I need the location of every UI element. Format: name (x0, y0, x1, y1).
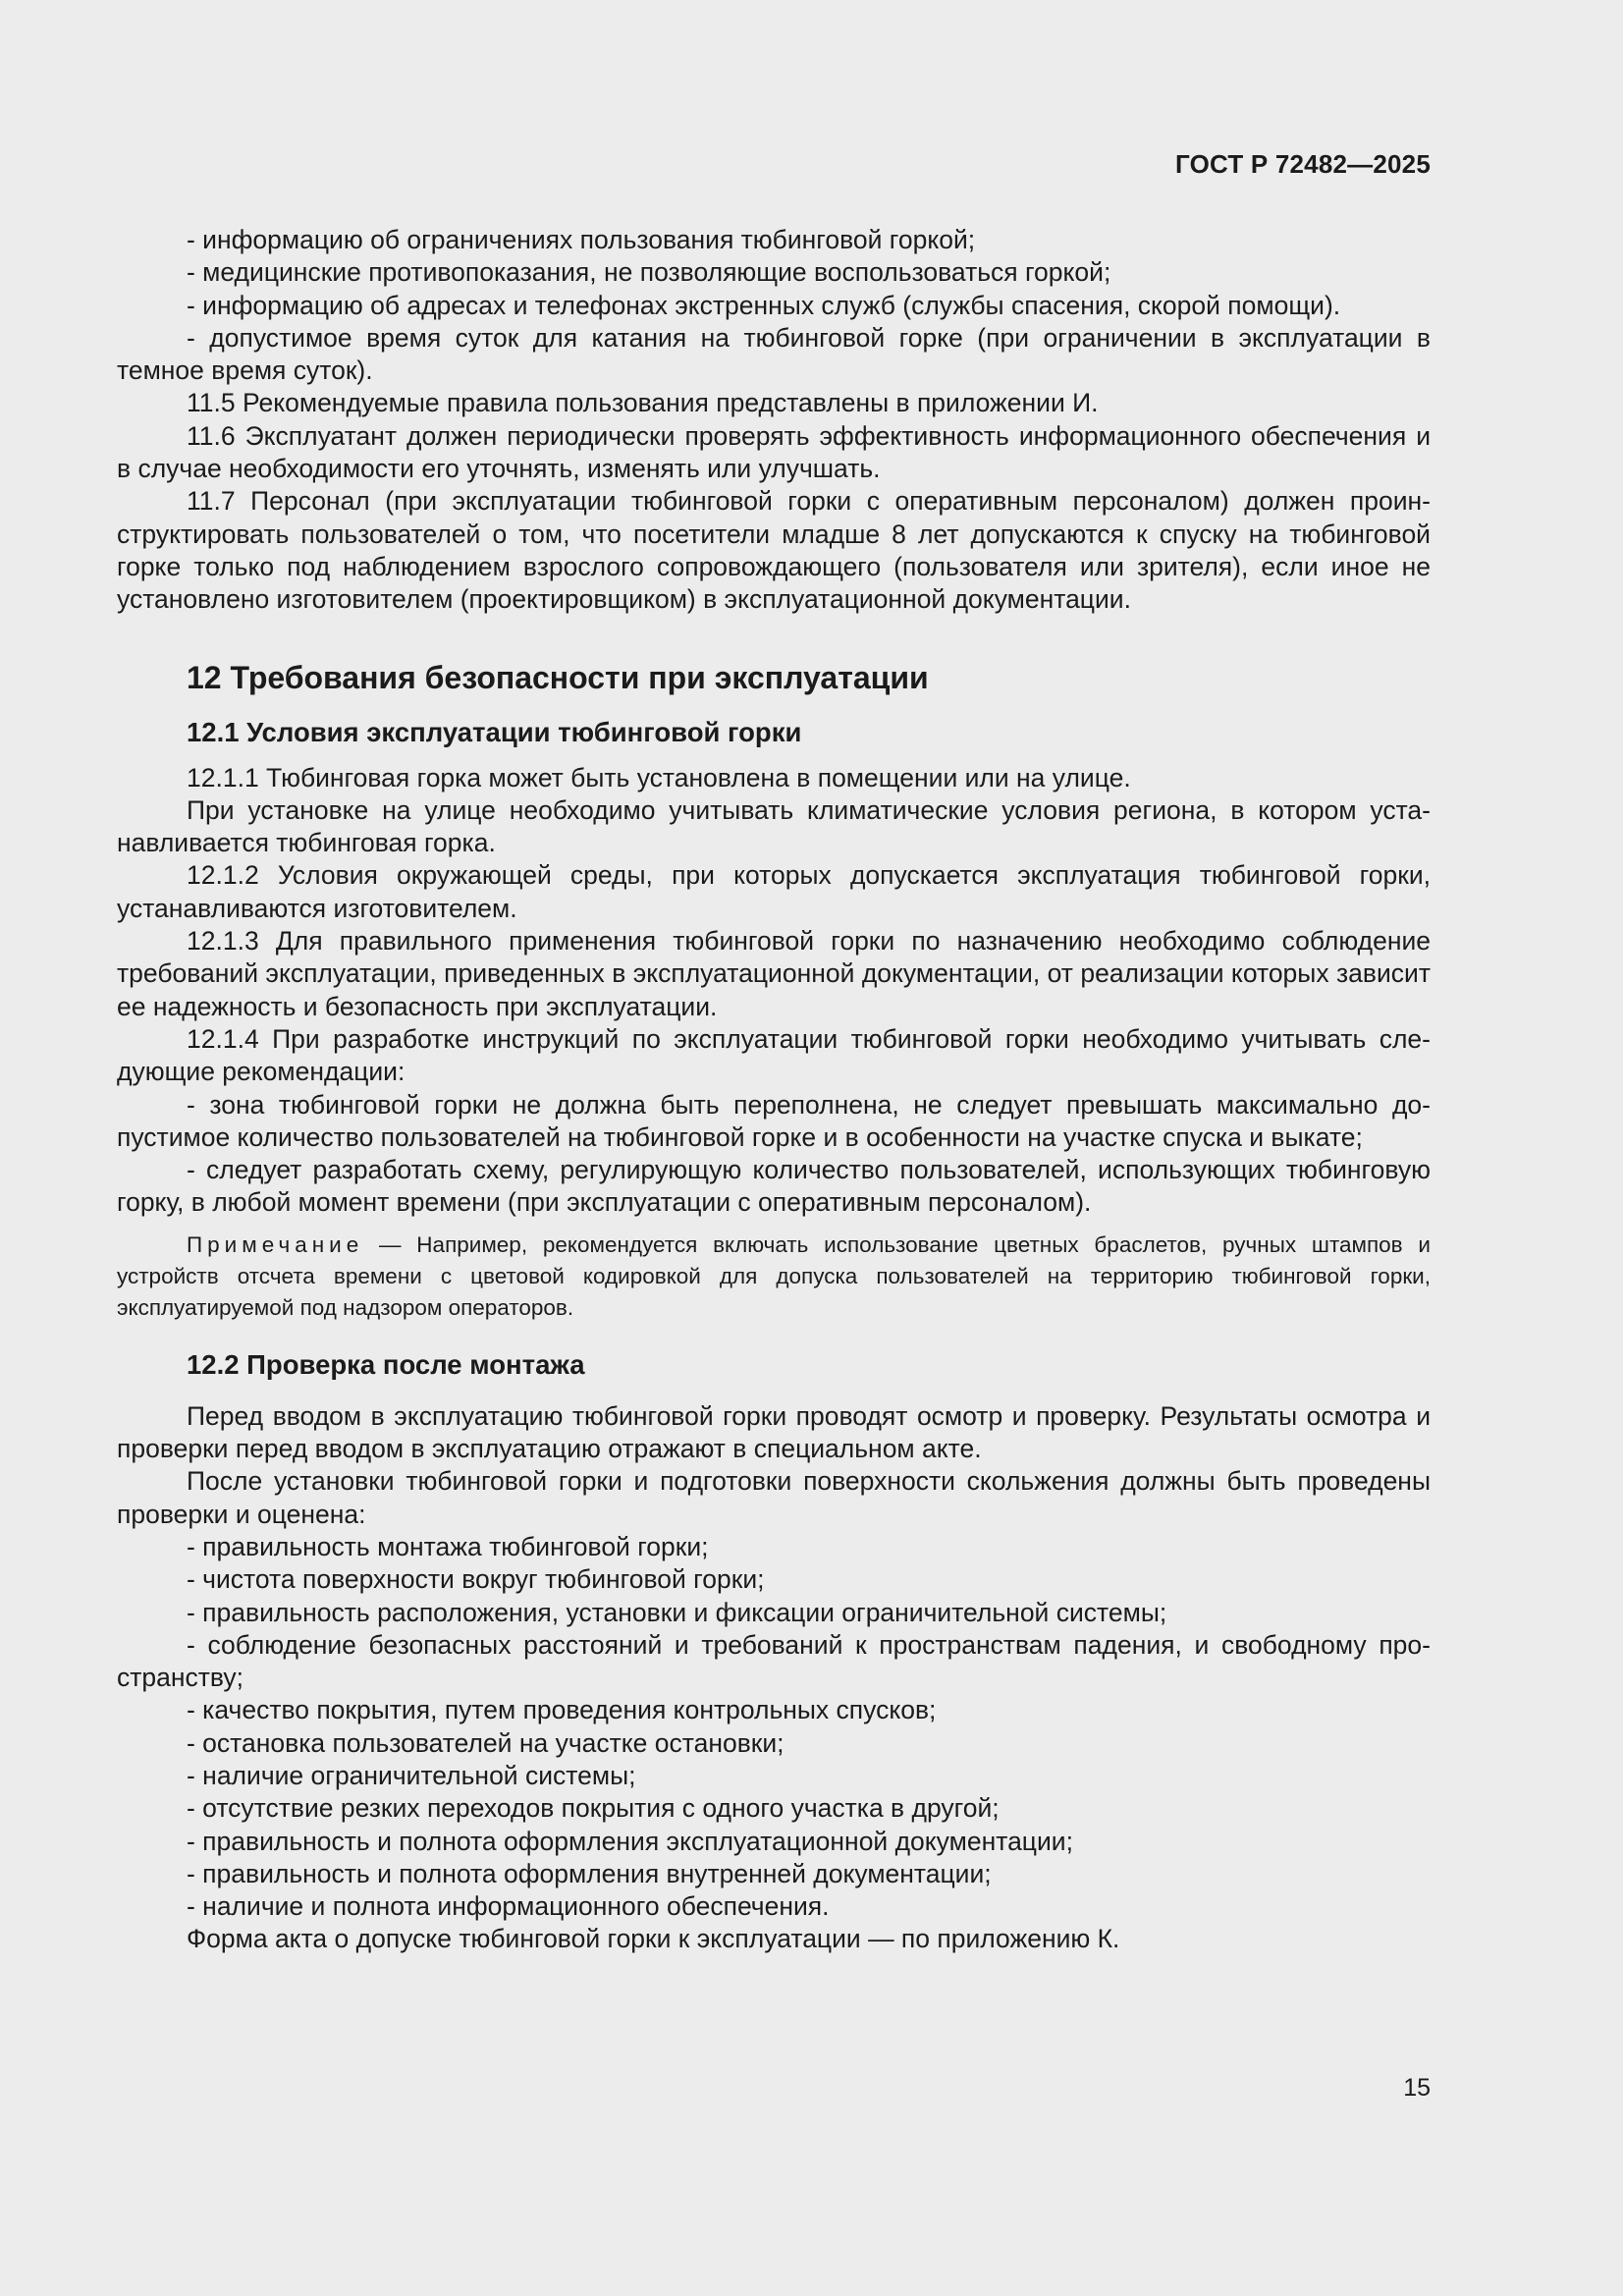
clause-11-6: 11.6 Эксплуатант должен периодически проверять эффективность информационного обеспечения и в случае необходимости его уточнять, изменять или улучшать. (117, 420, 1431, 484)
list-item: - правильность и полнота оформления эксплуатационной документации; (187, 1826, 1073, 1856)
list-item: - правильность монтажа тюбинговой горки; (187, 1531, 709, 1561)
list-item: - качество покрытия, путем проведения контрольных спусков; (187, 1695, 937, 1725)
list-item: - остановка пользователей на участке остановки; (187, 1727, 784, 1758)
paragraph: - допустимое время суток для катания на тюбинговой горке (при ограничении в эксплуатации в темное время суток). (117, 322, 1431, 386)
paragraph: После установки тюбинговой горки и подготовки поверхности скольжения должны быть проведены проверки и оценена: (117, 1466, 1431, 1529)
list-item: - наличие ограничительной системы; (187, 1760, 636, 1790)
list-item: - правильность и полнота оформления внутренней документации; (187, 1858, 992, 1888)
page-body (117, 224, 1431, 1956)
page-number: 15 (1403, 2074, 1431, 2102)
paragraph: При установке на улице необходимо учитывать климатические условия региона, в котором устанавливается тюбинговая горка. (117, 794, 1431, 858)
list-item: - соблюдение безопасных расстояний и требований к пространствам падения, и свободному пространству; (117, 1629, 1431, 1693)
clause-12-1-1: 12.1.1 Тюбинговая горка может быть установлена в помещении или на улице. (187, 762, 1131, 793)
section-12-heading: 12 Требования безопасности при эксплуатации (187, 659, 929, 695)
document-code-header: ГОСТ Р 72482—2025 (1175, 149, 1431, 179)
clause-12-1-2: 12.1.2 Условия окружающей среды, при которых допускается эксплуатация тюбинговой горки, устанавливаются изготовителем. (117, 860, 1431, 923)
list-item: - медицинские противопоказания, не позволяющие воспользоваться горкой; (187, 257, 1111, 288)
clause-11-5: 11.5 Рекомендуемые правила пользования представлены в приложении И. (187, 388, 1099, 418)
note (117, 1230, 1431, 1324)
subsection-12-2-heading: 12.2 Проверка после монтажа (187, 1348, 585, 1380)
list-item: - информацию об ограничениях пользования тюбинговой горкой; (187, 225, 976, 254)
paragraph: Форма акта о допуске тюбинговой горки к эксплуатации — по приложению К. (187, 1924, 1120, 1954)
list-item: - информацию об адресах и телефонах экстренных служб (службы спасения, скорой помощи). (187, 290, 1341, 320)
list-item: - чистота поверхности вокруг тюбинговой горки; (187, 1564, 765, 1595)
clause-11-7: 11.7 Персонал (при эксплуатации тюбинговой горки с оперативным персоналом) должен проинструктировать пользователей о том, что посетители младше 8 лет допускаются к спуску на тюбинговой горке только под наблюдением взрослого сопровождающего (пользователя или зрителя), если иное не установлено изготовителем (проектировщиком) в эксплуатационной документации. (117, 486, 1431, 615)
list-item: - наличие и полнота информационного обеспечения. (187, 1891, 830, 1922)
clause-12-1-3: 12.1.3 Для правильного применения тюбинговой горки по назначению необходимо соблюдение требований эксплуатации, приведенных в эксплуатационной документации, от реализации которых зависит ее надежность и безопасность при эксплуатации. (117, 926, 1431, 1021)
note-label: Примечание (187, 1231, 364, 1257)
note-text: — Например, рекомендуется включать использование цветных браслетов, ручных штампов и устройств отсчета времени с цветовой кодировкой для допуска пользователей на территорию тюбинговой горки, эксплуатируемой под надзором операторов. (117, 1231, 1431, 1320)
list-item: - правильность расположения, установки и фиксации ограничительной системы; (187, 1597, 1167, 1627)
paragraph: Перед вводом в эксплуатацию тюбинговой горки проводят осмотр и проверку. Результаты осмотра и проверки перед вводом в эксплуатацию отражают в специальном акте. (117, 1400, 1431, 1464)
list-item: - следует разработать схему, регулирующую количество пользователей, использующих тюбинговую горку, в любой момент времени (при эксплуатации с оперативным персоналом). (117, 1155, 1431, 1218)
list-item: - зона тюбинговой горки не должна быть переполнена, не следует превышать максимально допустимое количество пользователей на тюбинговой горке и в особенности на участке спуска и выкате; (117, 1089, 1431, 1152)
subsection-12-1-heading: 12.1 Условия эксплуатации тюбинговой горки (187, 716, 802, 747)
list-item: - отсутствие резких переходов покрытия с одного участка в другой; (187, 1793, 1000, 1824)
clause-12-1-4: 12.1.4 При разработке инструкций по эксплуатации тюбинговой горки необходимо учитывать следующие рекомендации: (117, 1023, 1431, 1087)
